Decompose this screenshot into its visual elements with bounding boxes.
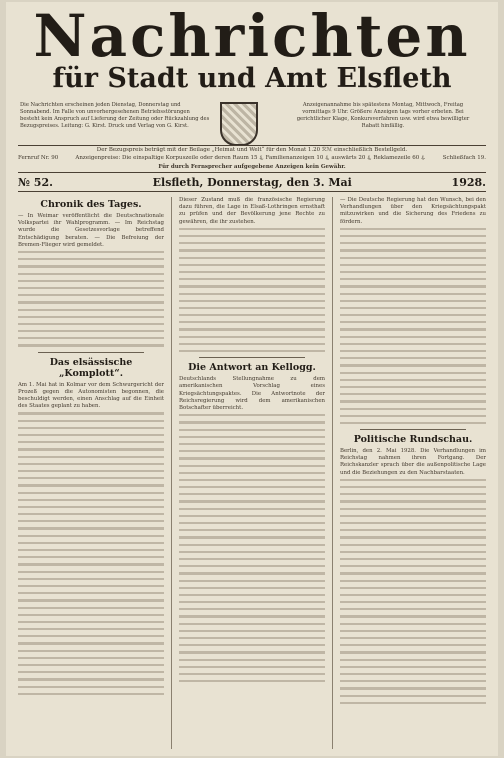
section-heading: Chronik des Tages. [40, 199, 142, 210]
subscription-price: Der Bezugspreis beträgt mit der Beilage „Heimat und Welt“ für den Monat 1.20 ℛℳ einschließlich Bestellgeld. [96, 147, 408, 153]
column-3 [340, 197, 486, 749]
issue-year: 1928. [451, 175, 486, 189]
divider [18, 145, 486, 146]
newspaper-title: Nachrichten [33, 2, 471, 70]
article-text: Deutschlands Stellungnahme zu dem amerikanischen Vorschlag eines Kriegsächtungspaktes. Die Antwortnote der Reichsregierung wird dem amerikanischen Botschafter überreicht. [179, 376, 325, 411]
section-heading: Politische Rundschau. [353, 434, 473, 446]
ad-prices: Anzeigenpreise: Die einspaltige Korpuszeile oder deren Raum 15 ₰, Familienanzeigen 10 ₰, auswärts 20 ₰, Reklamezeile 60 ₰. [75, 155, 426, 161]
text-lines [18, 251, 164, 347]
text-lines [179, 228, 325, 352]
dateline [18, 174, 486, 190]
divider [18, 172, 486, 173]
divider [18, 191, 486, 192]
phone-number: Fernruf Nr. 90 [18, 155, 59, 161]
column-1 [18, 197, 164, 749]
masthead [6, 2, 498, 112]
article-text: Am 1. Mai hat in Kolmar vor dem Schwurgericht der Prozeß gegen die Autonomisten begonnen, die beschuldigt werden, einen Anschlag auf die Einheit des Staates geplant zu haben. [18, 381, 164, 410]
phone-ads-note: Für durch Fernsprecher aufgegebene Anzeigen kein Gewähr. [158, 164, 346, 170]
text-lines [18, 412, 164, 695]
advertising-info: Anzeigenannahme bis spätestens Montag, Mittwoch, Freitag vormittags 9 Uhr. Größere Anzeigen tags vorher erbeten. Bei gerichtlicher Klage, Konkursverfahren usw. wird etwa bewilligter Rabatt hinfällig. [296, 102, 470, 129]
issue-number: № 52. [18, 175, 53, 189]
publication-info: Die Nachrichten erscheinen jeden Dienstag, Donnerstag und Sonnabend. Im Falle von unvorhergesehenen Betriebsstörungen besteht kein Anspruch auf Lieferung der Zeitung oder Rückzahlung des Bezugspreises. Leitung: G. Kirst. Druck und Verlag von G. Kirst. [20, 102, 210, 129]
newspaper-subtitle: für Stadt und Amt Elsfleth [52, 63, 452, 94]
column-divider [332, 197, 333, 749]
divider [199, 357, 305, 358]
text-lines [340, 228, 486, 424]
po-box: Schließfach 19. [442, 155, 486, 161]
newspaper-page [6, 2, 498, 756]
divider [38, 352, 144, 353]
divider [360, 429, 466, 430]
text-lines [340, 479, 486, 704]
article-text: Dieser Zustand muß die französische Regierung dazu führen, die Lage in Elsaß-Lothringen ernsthaft zu prüfen und der Bevölkerung jene Rechte zu gewähren, die ihr zustehen. [179, 197, 325, 225]
article-text: — Die Deutsche Regierung hat den Wunsch, bei den Verhandlungen über den Kriegsächtungspakt mitzuwirken und die Sicherung des Friedens zu fördern. [340, 197, 486, 225]
section-heading: Die Antwort an Kellogg. [188, 362, 316, 374]
town-crest-icon [220, 102, 258, 146]
article-text: — In Weimar veröffentlicht die Deutschnationale Volkspartei ihr Wahlprogramm. — Im Reichstag wurde die Gesetzesvorlage betreffend Entschädigung beraten. — Die Befreiung der Bremen-Flieger wird gemeldet. [18, 213, 164, 248]
ad-price-bar [18, 155, 486, 162]
section-heading: Das elsässische „Komplott“. [49, 356, 133, 379]
article-text: Berlin, den 2. Mai 1928. Die Verhandlungen im Reichstag nahmen ihren Fortgang. Der Reichskanzler sprach über die außenpolitische Lage und die Beziehungen zu den Nachbarstaaten. [340, 448, 486, 476]
issue-date: Elsfleth, Donnerstag, den 3. Mai [152, 175, 352, 189]
column-2 [179, 197, 325, 749]
text-lines [179, 414, 325, 682]
column-divider [171, 197, 172, 749]
